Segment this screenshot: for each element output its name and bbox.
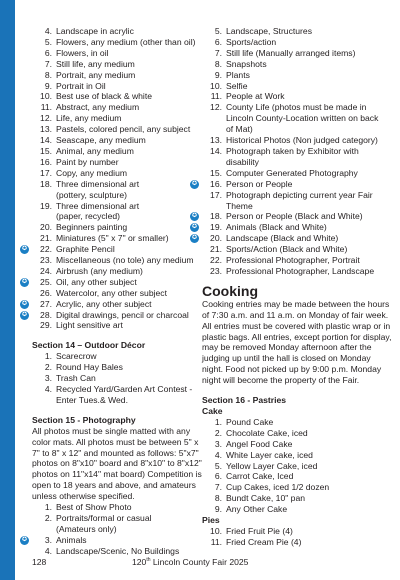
item-text: Computer Generated Photography <box>226 167 358 178</box>
special-award-icon: ✪ <box>191 224 198 231</box>
item-text: Digital drawings, pencil or charcoal <box>56 309 189 320</box>
item-number: 29. <box>40 320 52 331</box>
item-text: (paper, recycled) <box>56 211 121 222</box>
item-number: 10. <box>40 91 52 102</box>
list-item-continuation <box>202 157 392 168</box>
item-number: 12. <box>40 113 52 124</box>
item-text: (Amateurs only) <box>56 523 117 534</box>
list-item-continuation <box>32 190 202 201</box>
item-number: 9. <box>214 69 222 80</box>
item-number: 10. <box>210 80 222 91</box>
page-number: 128 <box>32 557 47 567</box>
item-text: Airbrush (any medium) <box>56 265 143 276</box>
list-item-continuation <box>202 201 392 212</box>
item-text: Fried Cream Pie (4) <box>226 536 302 547</box>
list-item-continuation <box>32 395 202 406</box>
list-item <box>32 362 202 373</box>
list-item <box>202 428 392 439</box>
item-text: Lincoln County-Location written on back <box>226 113 379 124</box>
list-item <box>21 534 202 546</box>
item-text: Paint by number <box>56 156 119 167</box>
item-number: 17. <box>40 167 52 178</box>
item-text: Beginners painting <box>56 222 128 233</box>
art-entries-list <box>21 26 202 331</box>
item-text: Flowers, any medium (other than oil) <box>56 36 196 47</box>
list-item <box>202 70 392 81</box>
item-number: 13. <box>40 124 52 135</box>
item-text: Trash Can <box>56 373 96 384</box>
list-item <box>202 504 392 515</box>
special-award-icon: ✪ <box>21 278 28 285</box>
item-text: Plants <box>226 69 250 80</box>
item-number: 17. <box>210 189 222 200</box>
item-number: 14. <box>210 145 222 156</box>
item-number: 3. <box>44 534 52 545</box>
list-item <box>202 461 392 472</box>
list-item <box>202 26 392 37</box>
list-item <box>32 81 202 92</box>
fair-name-year: Lincoln County Fair 2025 <box>152 557 249 567</box>
item-text: Landscape/Scenic, No Buildings <box>56 545 180 556</box>
item-number: 23. <box>210 265 222 276</box>
list-item <box>202 493 392 504</box>
item-number: 23. <box>40 255 52 266</box>
item-number: 10. <box>210 525 222 536</box>
fair-footer-title <box>132 557 248 567</box>
section-14-title: Section 14 – Outdoor Décor <box>32 340 146 351</box>
list-item <box>32 59 202 70</box>
list-item <box>202 266 392 277</box>
cake-subheading: Cake <box>202 406 223 416</box>
item-text: Still life (Manually arranged items) <box>226 47 356 58</box>
list-item <box>32 502 202 513</box>
special-award-icon: ✪ <box>21 536 28 543</box>
list-item <box>202 146 392 157</box>
item-number: 11. <box>210 91 222 102</box>
list-item <box>32 201 202 212</box>
item-text: Miniatures (5" x 7" or smaller) <box>56 233 169 244</box>
item-number: 7. <box>44 58 52 69</box>
item-text: Carrot Cake, Iced <box>226 471 294 482</box>
left-color-band <box>0 0 15 580</box>
list-item <box>202 81 392 92</box>
item-text: Copy, any medium <box>56 167 128 178</box>
list-item <box>32 113 202 124</box>
cooking-rules-paragraph: Cooking entries may be made between the hours of 7:30 a.m. and 11 a.m. on Monday of fair week. All entries must be covered with plastic wrap or in plastic bags. All entries, except portion for display, may be removed Monday afternoon after the judging up until the hall is closed on Monday night. Food not picked up by 9:00 p.m. Monday night will become the property of the Fair. <box>202 298 392 386</box>
outdoor-decor-list <box>32 351 202 406</box>
list-item <box>32 135 202 146</box>
list-item <box>202 450 392 461</box>
item-text: Scarecrow <box>56 351 97 362</box>
list-item <box>21 276 202 288</box>
item-text: Theme <box>226 200 253 211</box>
list-item-continuation <box>202 124 392 135</box>
item-number: 11. <box>40 102 52 113</box>
fair-number-suffix: th <box>146 557 151 564</box>
item-text: Flowers, in oil <box>56 47 109 58</box>
item-number: 5. <box>44 36 52 47</box>
item-number: 16. <box>40 156 52 167</box>
item-text: Three dimensional art <box>56 178 140 189</box>
photography-rules-paragraph: All photos must be single matted with any color mats. All photos must be between 5" x 7" to 8" x 12" and mounted as follows: 5"x7" photos on 8"x10" board and 8"x10" to 8"x12" photos on 11"x14" mat board) Competition is open to 18 years and above, and amateurs unless otherwise specified. <box>32 425 202 502</box>
section-15-title: Section 15 - Photography <box>32 414 136 425</box>
item-number: 2. <box>44 362 52 373</box>
list-item-continuation <box>32 211 202 222</box>
item-number: 6. <box>214 36 222 47</box>
list-item <box>32 168 202 179</box>
item-number: 19. <box>210 222 222 233</box>
item-number: 6. <box>214 471 222 482</box>
list-item <box>32 373 202 384</box>
item-number: 22. <box>210 255 222 266</box>
list-item <box>202 190 392 201</box>
item-number: 12. <box>210 102 222 113</box>
special-award-icon: ✪ <box>21 311 28 318</box>
fair-number: 120 <box>132 557 147 567</box>
item-text: Professional Photographer, Portrait <box>226 255 360 266</box>
item-text: Watercolor, any other subject <box>56 287 167 298</box>
list-item <box>32 255 202 266</box>
list-item <box>202 168 392 179</box>
item-text: Photograph taken by Exhibitor with <box>226 145 359 156</box>
item-text: Seascape, any medium <box>56 135 146 146</box>
special-award-icon: ✪ <box>191 235 198 242</box>
item-text: Historical Photos (Non judged category) <box>226 135 378 146</box>
list-item <box>202 471 392 482</box>
list-item <box>202 255 392 266</box>
item-text: White Layer cake, iced <box>226 449 313 460</box>
cooking-heading: Cooking <box>202 282 258 299</box>
item-number: 1. <box>44 351 52 362</box>
item-number: 4. <box>214 449 222 460</box>
item-text: Landscape in acrylic <box>56 26 134 36</box>
item-text: Bundt Cake, 10" pan <box>226 493 306 504</box>
right-column <box>191 26 392 548</box>
item-number: 7. <box>214 482 222 493</box>
list-item <box>202 59 392 70</box>
item-text: Angel Food Cake <box>226 438 293 449</box>
item-text: Graphite Pencil <box>56 244 115 255</box>
list-item <box>32 320 202 331</box>
item-text: Any Other Cake <box>226 504 288 515</box>
list-item <box>32 37 202 48</box>
item-text: disability <box>226 156 259 167</box>
item-text: Landscape, Structures <box>226 26 312 36</box>
item-text: Acrylic, any other subject <box>56 298 152 309</box>
photography-list-part1 <box>21 502 202 557</box>
item-number: 18. <box>210 211 222 222</box>
list-item <box>32 179 202 190</box>
item-text: Person or People (Black and White) <box>226 211 363 222</box>
item-text: Animal, any medium <box>56 145 134 156</box>
list-item <box>202 244 392 255</box>
item-text: Landscape (Black and White) <box>226 233 339 244</box>
photography-list-part2 <box>191 26 392 277</box>
special-award-icon: ✪ <box>191 180 198 187</box>
item-number: 8. <box>214 58 222 69</box>
list-item <box>202 526 392 537</box>
item-number: 24. <box>40 265 52 276</box>
item-text: Portrait, any medium <box>56 69 136 80</box>
item-text: Three dimensional art <box>56 200 140 211</box>
item-number: 2. <box>214 427 222 438</box>
item-number: 6. <box>44 47 52 58</box>
list-item <box>202 482 392 493</box>
list-item <box>32 102 202 113</box>
item-text: Enter Tues.& Wed. <box>56 394 128 405</box>
item-text: Still life, any medium <box>56 58 135 69</box>
list-item <box>32 70 202 81</box>
item-number: 5. <box>214 26 222 36</box>
list-item <box>202 135 392 146</box>
item-text: Oil, any other subject <box>56 276 137 287</box>
list-item <box>202 537 392 548</box>
cake-list <box>202 417 392 515</box>
list-item <box>32 266 202 277</box>
item-text: Best use of black & white <box>56 91 153 102</box>
list-item <box>202 439 392 450</box>
item-text: of Mat) <box>226 124 253 135</box>
item-text: Selfie <box>226 80 248 91</box>
list-item <box>32 233 202 244</box>
item-number: 13. <box>210 135 222 146</box>
item-number: 21. <box>210 244 222 255</box>
list-item <box>21 244 202 255</box>
item-text: Photograph depicting current year Fair <box>226 189 373 200</box>
item-number: 3. <box>44 373 52 384</box>
item-text: Person or People <box>226 178 293 189</box>
item-number: 9. <box>44 80 52 91</box>
item-number: 4. <box>44 545 52 556</box>
item-text: Snapshots <box>226 58 267 69</box>
item-text: Recycled Yard/Garden Art Contest - <box>56 384 193 394</box>
item-text: Abstract, any medium <box>56 102 140 113</box>
item-number: 28. <box>40 309 52 320</box>
list-item <box>32 222 202 233</box>
special-award-icon: ✪ <box>191 213 198 220</box>
item-number: 16. <box>210 178 222 189</box>
item-number: 1. <box>44 502 52 513</box>
list-item <box>32 26 202 37</box>
item-text: Round Hay Bales <box>56 362 123 373</box>
list-item <box>32 384 202 395</box>
pies-subheading: Pies <box>202 515 220 526</box>
item-text: County Life (photos must be made in <box>226 102 367 113</box>
item-number: 8. <box>44 69 52 80</box>
item-text: Animals <box>56 534 87 545</box>
item-text: Sports/action <box>226 36 277 47</box>
list-item <box>32 124 202 135</box>
section-16-title: Section 16 - Pastries <box>202 395 287 406</box>
special-award-icon: ✪ <box>21 246 28 253</box>
item-number: 26. <box>40 287 52 298</box>
item-number: 4. <box>44 384 52 394</box>
list-item <box>32 91 202 102</box>
item-text: Light sensitive art <box>56 320 123 331</box>
item-text: Pastels, colored pencil, any subject <box>56 124 191 135</box>
list-item <box>191 211 392 222</box>
list-item <box>21 309 202 321</box>
item-text: People at Work <box>226 91 285 102</box>
item-number: 25. <box>40 276 52 287</box>
item-text: Best of Show Photo <box>56 502 132 513</box>
item-text: Fried Fruit Pie (4) <box>226 525 293 536</box>
item-number: 2. <box>44 512 52 523</box>
item-text: Life, any medium <box>56 113 122 124</box>
left-column <box>21 26 202 557</box>
special-award-icon: ✪ <box>21 300 28 307</box>
list-item <box>202 48 392 59</box>
item-text: Portraits/formal or casual <box>56 512 152 523</box>
list-item <box>32 288 202 299</box>
item-number: 8. <box>214 493 222 504</box>
pies-list <box>202 526 392 548</box>
item-number: 15. <box>210 167 222 178</box>
item-number: 19. <box>40 200 52 211</box>
list-item <box>21 298 202 310</box>
item-number: 11. <box>210 536 222 547</box>
item-number: 21. <box>40 233 52 244</box>
list-item <box>202 102 392 113</box>
list-item <box>32 157 202 168</box>
item-number: 18. <box>40 178 52 189</box>
list-item <box>191 233 392 244</box>
item-number: 7. <box>214 47 222 58</box>
item-number: 1. <box>214 416 222 427</box>
item-text: Sports/Action (Black and White) <box>226 244 348 255</box>
item-number: 22. <box>40 244 52 255</box>
item-text: Miscellaneous (no tole) any medium <box>56 255 194 266</box>
item-text: Pound Cake <box>226 416 274 427</box>
item-number: 4. <box>44 26 52 36</box>
item-text: Cup Cakes, iced 1/2 dozen <box>226 482 330 493</box>
item-number: 15. <box>40 145 52 156</box>
list-item <box>202 417 392 428</box>
list-item <box>191 222 392 233</box>
item-number: 27. <box>40 298 52 309</box>
item-text: (pottery, sculpture) <box>56 189 128 200</box>
item-number: 20. <box>40 222 52 233</box>
item-number: 9. <box>214 504 222 515</box>
list-item <box>32 48 202 59</box>
item-number: 3. <box>214 438 222 449</box>
list-item-continuation <box>202 113 392 124</box>
list-item <box>32 513 202 524</box>
item-text: Yellow Layer Cake, iced <box>226 460 318 471</box>
item-number: 20. <box>210 233 222 244</box>
list-item <box>202 91 392 102</box>
item-text: Chocolate Cake, iced <box>226 427 308 438</box>
item-text: Portrait in Oil <box>56 80 106 91</box>
list-item <box>191 178 392 190</box>
item-number: 5. <box>214 460 222 471</box>
list-item-continuation <box>32 524 202 535</box>
list-item <box>32 546 202 557</box>
item-text: Professional Photographer, Landscape <box>226 265 375 276</box>
list-item <box>32 351 202 362</box>
item-number: 14. <box>40 135 52 146</box>
list-item <box>32 146 202 157</box>
list-item <box>202 37 392 48</box>
item-text: Animals (Black and White) <box>226 222 327 233</box>
